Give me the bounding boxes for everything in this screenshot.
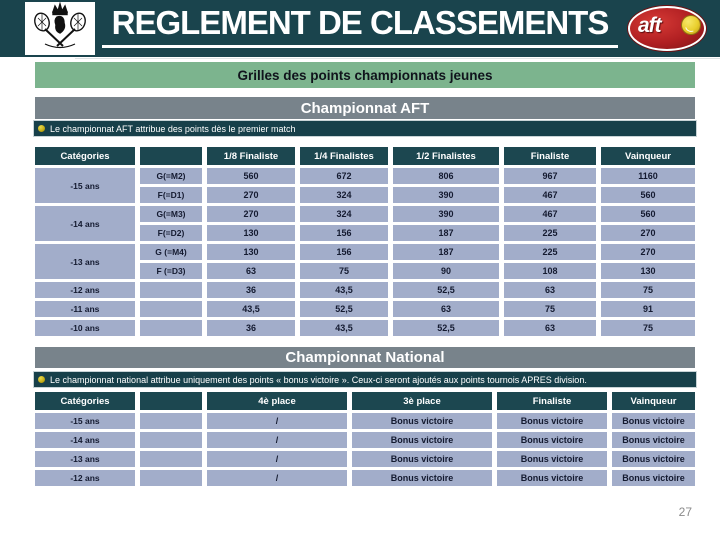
note-text-aft: Le championnat AFT attribue des points dès le premier match xyxy=(50,123,296,134)
points-cell: 324 xyxy=(300,187,388,203)
column-header: Catégories xyxy=(35,392,135,410)
category-cell: -13 ans xyxy=(35,244,135,279)
table-row xyxy=(35,282,695,298)
points-cell: 52,5 xyxy=(393,282,499,298)
category-cell: -14 ans xyxy=(35,432,135,448)
column-header xyxy=(140,392,202,410)
points-cell: 108 xyxy=(504,263,596,279)
points-cell: 672 xyxy=(300,168,388,184)
points-cell: 63 xyxy=(207,263,295,279)
points-cell: 156 xyxy=(300,244,388,260)
points-cell: 90 xyxy=(393,263,499,279)
column-header: Catégories xyxy=(35,147,135,165)
points-cell: 806 xyxy=(393,168,499,184)
table-row xyxy=(35,413,695,429)
table-row xyxy=(35,301,695,317)
points-cell: Bonus victoire xyxy=(352,470,492,486)
category-cell: -14 ans xyxy=(35,206,135,241)
class-label-cell xyxy=(140,413,202,429)
class-label-cell xyxy=(140,282,202,298)
points-cell: 225 xyxy=(504,225,596,241)
class-label-cell: G(=M3) xyxy=(140,206,202,222)
points-cell: 560 xyxy=(601,187,695,203)
points-cell: 91 xyxy=(601,301,695,317)
column-header: 3è place xyxy=(352,392,492,410)
points-cell: Bonus victoire xyxy=(497,432,607,448)
points-cell: 36 xyxy=(207,282,295,298)
category-cell: -11 ans xyxy=(35,301,135,317)
column-header: Vainqueur xyxy=(612,392,695,410)
points-cell: Bonus victoire xyxy=(497,413,607,429)
points-cell: 225 xyxy=(504,244,596,260)
class-label-cell xyxy=(140,470,202,486)
points-cell: Bonus victoire xyxy=(497,451,607,467)
content-top-rule xyxy=(75,58,720,59)
points-cell: 560 xyxy=(601,206,695,222)
points-cell: 270 xyxy=(207,187,295,203)
points-cell: / xyxy=(207,470,347,486)
tennis-ball-icon xyxy=(682,16,700,34)
points-cell: 390 xyxy=(393,187,499,203)
page-title: REGLEMENT DE CLASSEMENTS xyxy=(102,4,619,48)
points-cell: 36 xyxy=(207,320,295,336)
aft-logo xyxy=(628,5,708,52)
points-cell: Bonus victoire xyxy=(352,432,492,448)
points-cell: Bonus victoire xyxy=(352,451,492,467)
column-header: Vainqueur xyxy=(601,147,695,165)
class-label-cell: G(=M2) xyxy=(140,168,202,184)
royal-crest-logo xyxy=(25,2,95,55)
note-bar-national xyxy=(33,371,697,388)
note-bar-aft xyxy=(33,120,697,137)
points-cell: 390 xyxy=(393,206,499,222)
points-cell: Bonus victoire xyxy=(612,432,695,448)
category-cell: -15 ans xyxy=(35,413,135,429)
points-cell: 467 xyxy=(504,206,596,222)
crest-icon xyxy=(29,2,91,56)
points-cell: 43,5 xyxy=(207,301,295,317)
class-label-cell: F(=D1) xyxy=(140,187,202,203)
bullet-ball-icon xyxy=(38,376,45,383)
table-row xyxy=(35,206,695,222)
points-cell: 43,5 xyxy=(300,320,388,336)
category-cell: -12 ans xyxy=(35,470,135,486)
column-header: 1/8 Finaliste xyxy=(207,147,295,165)
category-cell: -15 ans xyxy=(35,168,135,203)
table-row xyxy=(35,470,695,486)
points-cell: 52,5 xyxy=(393,320,499,336)
page-title-wrap xyxy=(100,4,620,48)
points-cell: 75 xyxy=(504,301,596,317)
class-label-cell xyxy=(140,301,202,317)
points-cell: 63 xyxy=(504,320,596,336)
points-cell: 270 xyxy=(207,206,295,222)
column-header: Finaliste xyxy=(497,392,607,410)
table-row xyxy=(35,320,695,336)
points-cell: 75 xyxy=(601,320,695,336)
points-cell: 156 xyxy=(300,225,388,241)
table-row xyxy=(35,168,695,184)
points-cell: 75 xyxy=(300,263,388,279)
points-cell: 130 xyxy=(207,244,295,260)
category-cell: -10 ans xyxy=(35,320,135,336)
points-cell: Bonus victoire xyxy=(497,470,607,486)
subtitle-banner: Grilles des points championnats jeunes xyxy=(35,62,695,88)
table-row xyxy=(35,244,695,260)
points-cell: 187 xyxy=(393,244,499,260)
points-cell: 270 xyxy=(601,225,695,241)
column-header: Finaliste xyxy=(504,147,596,165)
header-bar xyxy=(0,0,720,57)
points-cell: 43,5 xyxy=(300,282,388,298)
bullet-ball-icon xyxy=(38,125,45,132)
points-cell: 75 xyxy=(601,282,695,298)
points-cell: Bonus victoire xyxy=(612,451,695,467)
points-cell: 270 xyxy=(601,244,695,260)
points-cell: Bonus victoire xyxy=(352,413,492,429)
points-cell: 130 xyxy=(601,263,695,279)
category-cell: -13 ans xyxy=(35,451,135,467)
aft-logo-text: aft xyxy=(638,14,661,37)
table-row xyxy=(35,451,695,467)
points-cell: 967 xyxy=(504,168,596,184)
class-label-cell xyxy=(140,320,202,336)
table-header-row xyxy=(35,392,695,410)
note-text-national: Le championnat national attribue uniquement des points « bonus victoire ». Ceux-ci seront ajoutés aux points tournois APRES division. xyxy=(50,374,587,385)
column-header: 1/4 Finalistes xyxy=(300,147,388,165)
points-cell: / xyxy=(207,413,347,429)
table-header-row xyxy=(35,147,695,165)
points-cell: 560 xyxy=(207,168,295,184)
table-row xyxy=(35,432,695,448)
class-label-cell xyxy=(140,451,202,467)
points-cell: 187 xyxy=(393,225,499,241)
section-title-aft: Championnat AFT xyxy=(35,97,695,119)
points-cell: 52,5 xyxy=(300,301,388,317)
points-cell: 63 xyxy=(504,282,596,298)
points-cell: 467 xyxy=(504,187,596,203)
points-cell: 324 xyxy=(300,206,388,222)
points-cell: / xyxy=(207,432,347,448)
points-cell: Bonus victoire xyxy=(612,413,695,429)
section-title-national: Championnat National xyxy=(35,347,695,368)
page-number: 27 xyxy=(678,505,692,519)
national-points-table xyxy=(30,389,700,489)
category-cell: -12 ans xyxy=(35,282,135,298)
column-header xyxy=(140,147,202,165)
class-label-cell: F(=D2) xyxy=(140,225,202,241)
points-cell: 1160 xyxy=(601,168,695,184)
points-cell: 130 xyxy=(207,225,295,241)
class-label-cell: G (=M4) xyxy=(140,244,202,260)
column-header: 4è place xyxy=(207,392,347,410)
class-label-cell xyxy=(140,432,202,448)
points-cell: 63 xyxy=(393,301,499,317)
points-cell: / xyxy=(207,451,347,467)
class-label-cell: F (=D3) xyxy=(140,263,202,279)
aft-points-table xyxy=(30,144,700,339)
points-cell: Bonus victoire xyxy=(612,470,695,486)
column-header: 1/2 Finalistes xyxy=(393,147,499,165)
